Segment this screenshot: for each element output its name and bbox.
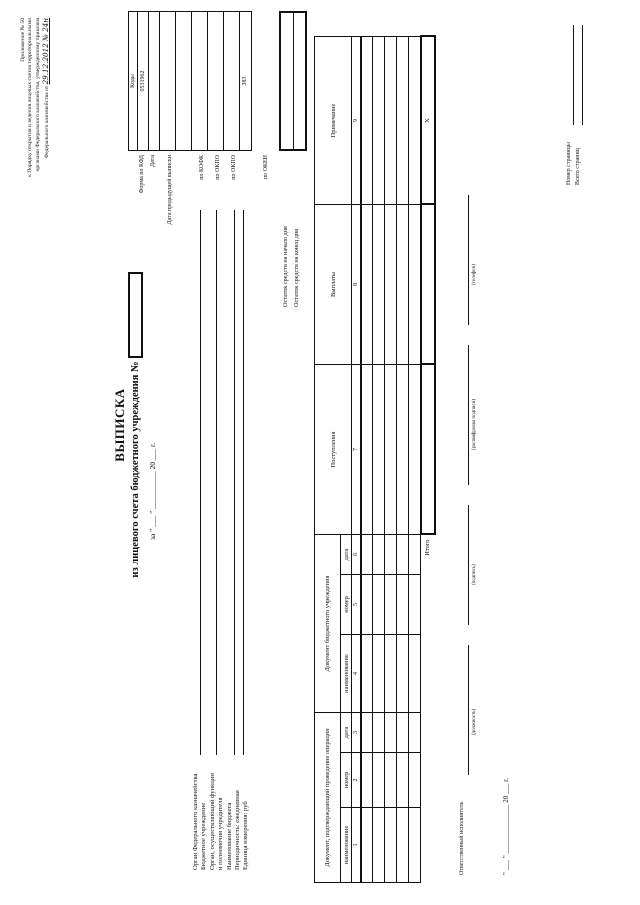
- title-main: ВЫПИСКА: [112, 388, 127, 462]
- okpo2-code[interactable]: [208, 12, 224, 150]
- appendix-line: к Порядку открытия и ведения лицевых счетов территориальными: [27, 18, 34, 177]
- decoding-line[interactable]: [468, 345, 469, 485]
- label-treasury: Орган Федерального казначейства: [192, 773, 199, 870]
- appendix-line: органами Федерального казначейства, утвержденному приказом: [34, 18, 41, 172]
- col-header-date: дата: [341, 535, 352, 575]
- treasury-line[interactable]: [200, 210, 201, 755]
- appendix-note: [20, 18, 52, 318]
- decoding-caption: (расшифровка подписи): [472, 398, 477, 450]
- okpo1-code[interactable]: [192, 12, 208, 150]
- statement-title: [112, 245, 143, 605]
- group-header-operation-doc: Документ, подтверждающий проведение операции: [315, 713, 341, 883]
- page-number-label: Номер страницы: [566, 142, 572, 185]
- table-row[interactable]: [385, 37, 397, 883]
- col-number: 6: [352, 535, 361, 575]
- table-row[interactable]: [361, 37, 373, 883]
- okud-code: 0531962: [138, 12, 149, 150]
- total-pages-line[interactable]: [582, 25, 583, 125]
- total-payments[interactable]: [421, 205, 435, 365]
- balance-box[interactable]: [279, 11, 307, 151]
- period-line: за " ___ " __________ 20 ___ г.: [148, 442, 157, 540]
- okud-label: Форма по КФД: [139, 155, 145, 194]
- col-header-date: дата: [341, 713, 352, 753]
- group-header-institution-doc: Документ бюджетного учреждения: [315, 535, 341, 713]
- signature-date: " ___ " ______________ 20 ___ г.: [502, 777, 510, 875]
- col-header-name: наименование: [341, 635, 352, 713]
- col-number: 8: [352, 205, 361, 365]
- balance-start-label: Остаток средств на начало дня: [282, 226, 289, 307]
- okpo2-label: по ОКПО: [231, 155, 237, 180]
- col-number: 5: [352, 575, 361, 635]
- signature-caption: (подпись): [472, 564, 477, 585]
- okpo3-code[interactable]: [224, 12, 240, 150]
- col-header-receipts: Поступления: [315, 365, 352, 535]
- page-number-line[interactable]: [573, 25, 574, 125]
- okei-label: по ОКЕИ: [263, 155, 269, 180]
- prev-statement-label: Дата предыдущей выписки: [167, 155, 173, 225]
- col-number: 3: [352, 713, 361, 753]
- position-line[interactable]: [468, 645, 469, 775]
- col-header-note: Примечание: [315, 37, 352, 205]
- total-label: Итого: [424, 539, 432, 556]
- label-periodicity: Периодичность: ежедневная: [234, 790, 242, 870]
- label-founder-cont: и полномочия учредителя: [217, 797, 225, 870]
- prev-statement-code[interactable]: [160, 12, 176, 150]
- col-number: 7: [352, 365, 361, 535]
- col-header-number: номер: [341, 753, 352, 808]
- kofk-label: по КОФК: [199, 155, 205, 180]
- appendix-line: Приложение № 50: [20, 18, 26, 62]
- codes-header: Коды: [129, 12, 138, 150]
- appendix-line: Федерального казначейства от: [44, 85, 51, 159]
- label-unit: Единица измерения: руб: [242, 801, 250, 870]
- label-institution: Бюджетное учреждение: [200, 802, 208, 870]
- col-number: 9: [352, 37, 361, 205]
- total-receipts[interactable]: [421, 365, 435, 535]
- phone-line[interactable]: [468, 195, 469, 325]
- total-pages-label: Всего страниц: [575, 148, 581, 185]
- table-row[interactable]: [397, 37, 409, 883]
- okei-code: 383: [242, 76, 248, 86]
- codes-table: [128, 11, 252, 151]
- col-header-name: наименование: [341, 808, 352, 883]
- total-note-x: X: [421, 37, 435, 205]
- kofk-code[interactable]: [176, 12, 192, 150]
- col-number: 2: [352, 753, 361, 808]
- phone-caption: (телефон): [472, 264, 477, 285]
- title-subtitle: из лицевого счета бюджетного учреждения №: [129, 361, 141, 578]
- table-row[interactable]: [409, 37, 421, 883]
- label-budget: Наименование бюджета: [225, 802, 233, 870]
- label-founder: Орган, осуществляющий функции: [208, 773, 216, 870]
- executor-label: Ответственный исполнитель: [459, 801, 465, 875]
- header-labels: [192, 773, 251, 870]
- institution-line[interactable]: [216, 210, 217, 755]
- total-row: [421, 37, 435, 883]
- okpo1-label: по ОКПО: [215, 155, 221, 180]
- date-code[interactable]: [149, 12, 160, 150]
- balance-end-label: Остаток средств на конец дня: [293, 228, 300, 307]
- founder-line[interactable]: [234, 210, 235, 755]
- col-number: 1: [352, 808, 361, 883]
- signature-line[interactable]: [468, 505, 469, 625]
- position-caption: (должность): [472, 708, 477, 735]
- col-header-payments: Выплаты: [315, 205, 352, 365]
- account-number-box[interactable]: [128, 272, 143, 358]
- column-numbers-row: [352, 37, 361, 883]
- table-row[interactable]: [373, 37, 385, 883]
- col-number: 4: [352, 635, 361, 713]
- order-number-handwritten: 29.12.2012 № 24н: [41, 18, 51, 85]
- col-header-number: номер: [341, 575, 352, 635]
- budget-line[interactable]: [243, 210, 244, 755]
- date-label: Дата: [150, 155, 156, 167]
- operations-table: [314, 36, 436, 884]
